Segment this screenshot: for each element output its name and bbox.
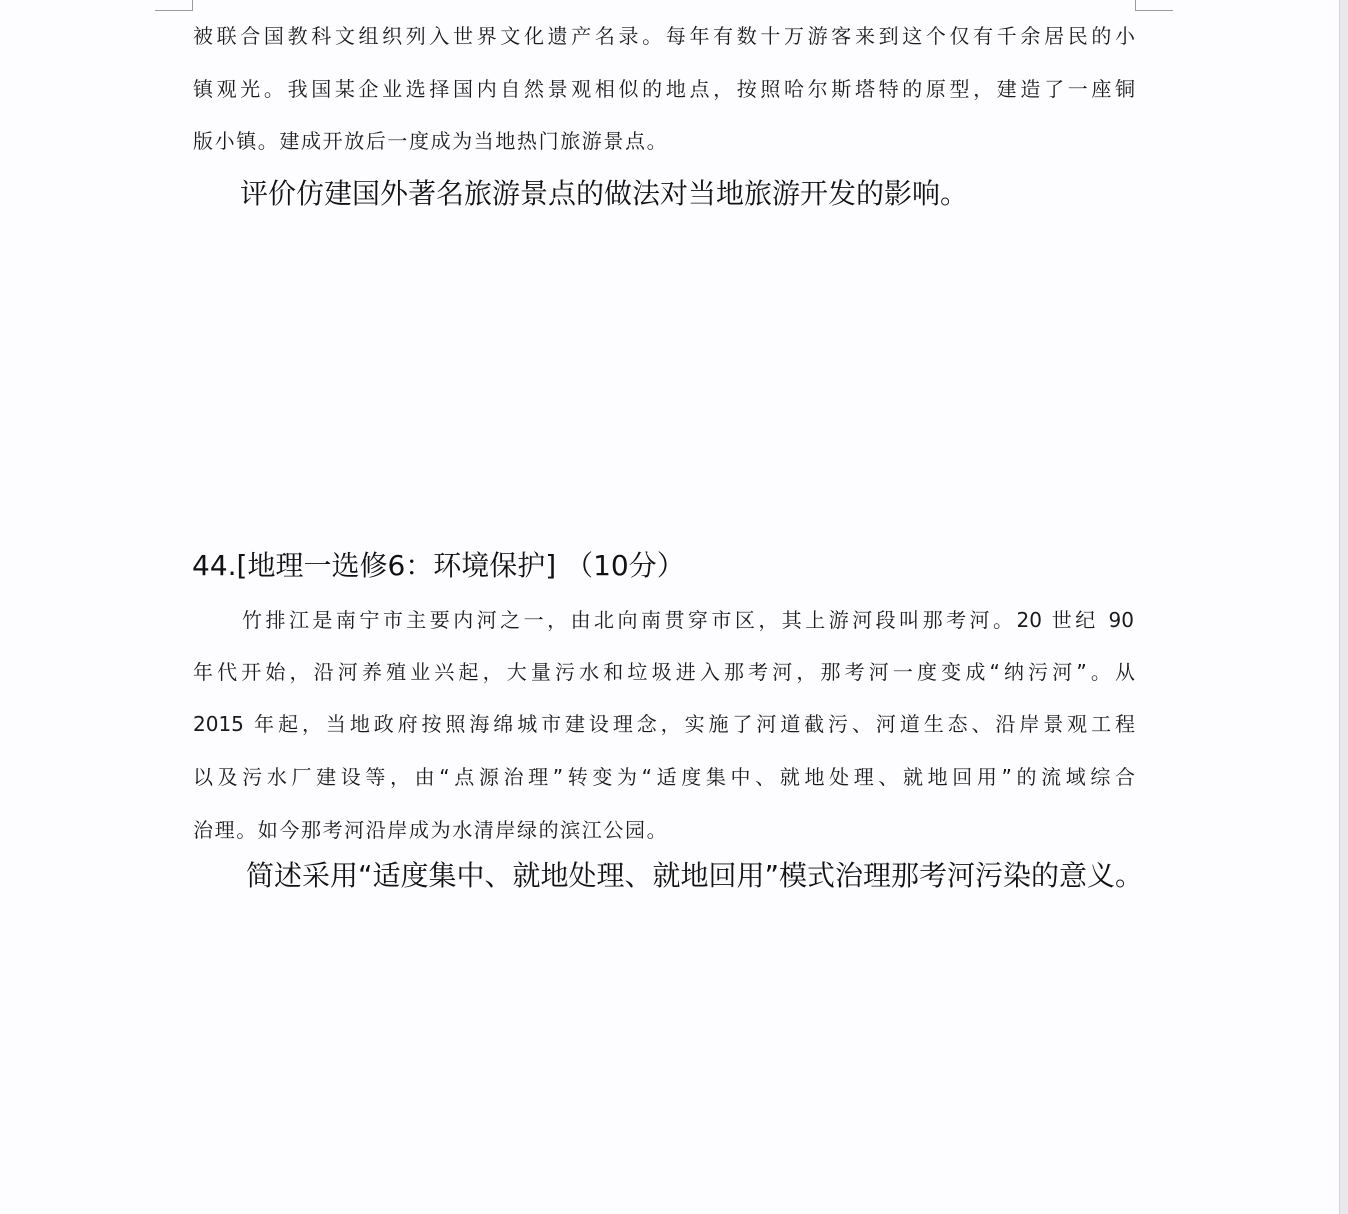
- passage-line: 竹排江是南宁市主要内河之一，由北向南贯穿市区，其上游河段叫那考河。20 世纪 90: [242, 608, 1134, 632]
- question-heading: 44.[地理一选修6：环境保护] （10分）: [192, 549, 685, 582]
- passage-line: 被联合国教科文组织列入世界文化遗产名录。每年有数十万游客来到这个仅有千余居民的小: [193, 24, 1135, 48]
- page-corner-mark-right: [1135, 0, 1173, 11]
- page-corner-mark-left: [155, 0, 193, 11]
- passage-line: 以及污水厂建设等，由“点源治理”转变为“适度集中、就地处理、就地回用”的流域综合: [193, 765, 1135, 789]
- page-edge: [1339, 0, 1348, 1214]
- question-prompt-1: 评价仿建国外著名旅游景点的做法对当地旅游开发的影响。: [240, 177, 969, 210]
- passage-line: 年代开始，沿河养殖业兴起，大量污水和垃圾进入那考河，那考河一度变成“纳污河”。从: [193, 660, 1135, 684]
- question-prompt-44: 简述采用“适度集中、就地处理、就地回用”模式治理那考河污染的意义。: [246, 859, 1144, 892]
- passage-line: 镇观光。我国某企业选择国内自然景观相似的地点，按照哈尔斯塔特的原型，建造了一座铜: [193, 77, 1135, 101]
- passage-line: 治理。如今那考河沿岸成为水清岸绿的滨江公园。: [193, 818, 669, 842]
- passage-line: 2015 年起，当地政府按照海绵城市建设理念，实施了河道截污、河道生态、沿岸景观工程: [193, 712, 1135, 736]
- passage-line: 版小镇。建成开放后一度成为当地热门旅游景点。: [193, 129, 669, 153]
